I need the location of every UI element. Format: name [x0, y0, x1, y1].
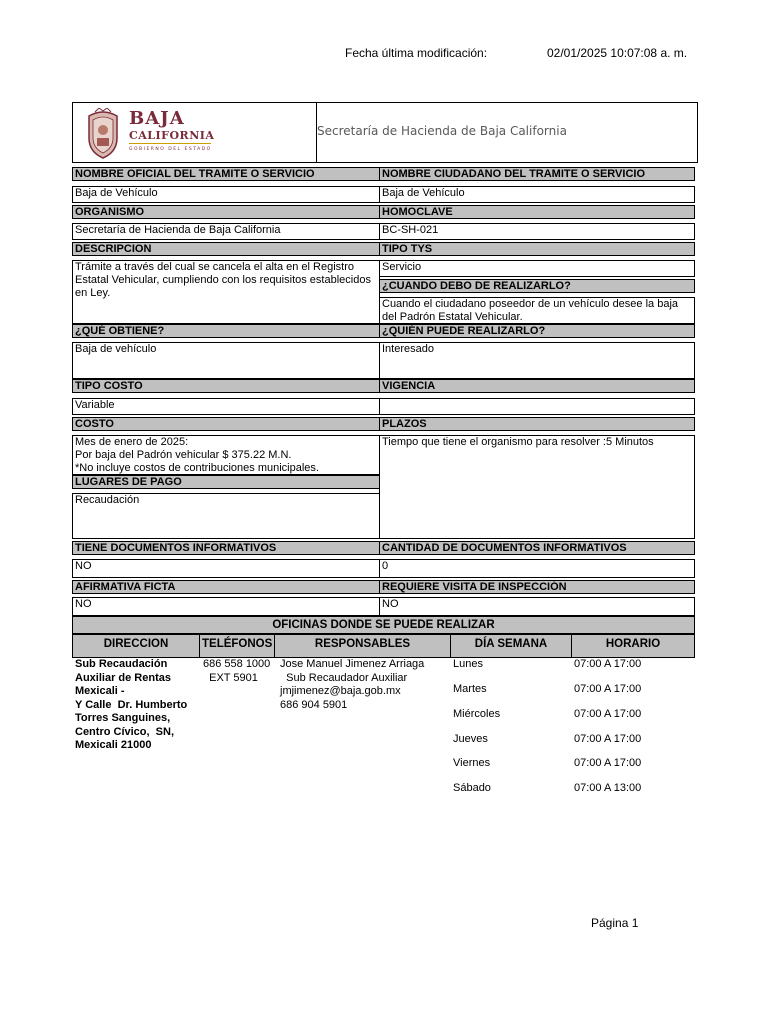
office-address: Sub Recaudación Auxiliar de Rentas Mexicali - Y Calle Dr. Humberto Torres Sanguines, Centro Cívico, SN, Mexicali 21000	[75, 658, 188, 751]
nombre-ciudadano-label: NOMBRE CIUDADANO DEL TRAMITE O SERVICIO	[379, 167, 695, 181]
organismo-value: Secretaría de Hacienda de Baja California	[72, 223, 380, 240]
visita-value: NO	[379, 597, 695, 616]
organismo-label: ORGANISMO	[72, 205, 380, 219]
nombre-oficial-label: NOMBRE OFICIAL DEL TRAMITE O SERVICIO	[72, 167, 380, 181]
docs-value: NO	[72, 559, 380, 578]
que-obtiene-value: Baja de vehículo	[72, 342, 380, 379]
schedule-hours: 07:00 A 17:00	[574, 757, 642, 769]
banner	[72, 102, 698, 163]
nombre-oficial-value: Baja de Vehículo	[72, 186, 380, 203]
schedule-day: Viernes	[453, 757, 491, 769]
baja-california-logo	[85, 108, 215, 160]
logo-line2: CALIFORNIA	[129, 129, 215, 142]
modified-label: Fecha última modificación:	[345, 46, 488, 60]
schedule-day: Martes	[453, 683, 487, 695]
logo-line3: GOBIERNO DEL ESTADO	[129, 147, 212, 152]
office-phones: 686 558 1000 EXT 5901	[203, 658, 271, 684]
quien-label: ¿QUIÉN PUEDE REALIZARLO?	[379, 324, 695, 338]
modified-value: 02/01/2025 10:07:08 a. m.	[547, 46, 688, 60]
col-telefonos: TELÉFONOS	[199, 634, 275, 658]
lugares-label: LUGARES DE PAGO	[72, 475, 380, 489]
cuando-label: ¿CUANDO DEBO DE REALIZARLO?	[379, 279, 695, 293]
col-responsables: RESPONSABLES	[274, 634, 451, 658]
cuando-value: Cuando el ciudadano poseedor de un vehículo desee la baja del Padrón Estatal Vehicular.	[379, 297, 695, 324]
schedule-day: Lunes	[453, 658, 483, 670]
schedule-day: Jueves	[453, 733, 488, 745]
col-horario: HORARIO	[571, 634, 695, 658]
plazos-value: Tiempo que tiene el organismo para resolver :5 Minutos	[379, 435, 695, 539]
tipo-tys-value: Servicio	[379, 260, 695, 277]
afirmativa-value: NO	[72, 597, 380, 616]
page-number: Página 1	[591, 916, 639, 930]
tipo-costo-value: Variable	[72, 398, 380, 415]
vigencia-label: VIGENCIA	[379, 379, 695, 393]
schedule-hours: 07:00 A 17:00	[574, 658, 642, 670]
descripcion-value: Trámite a través del cual se cancela el alta en el Registro Estatal Vehicular, cumpliendo con los requisitos establecidos en Ley.	[72, 260, 380, 324]
quien-value: Interesado	[379, 342, 695, 379]
schedule-hours: 07:00 A 17:00	[574, 733, 642, 745]
schedule-hours: 07:00 A 17:00	[574, 708, 642, 720]
tipo-costo-label: TIPO COSTO	[72, 379, 380, 393]
visita-label: REQUIERE VISITA DE INSPECCIÓN	[379, 580, 695, 594]
col-dia-semana: DÍA SEMANA	[450, 634, 572, 658]
costo-value: Mes de enero de 2025: Por baja del Padrón vehicular $ 375.22 M.N. *No incluye costos de contribuciones municipales.	[72, 435, 380, 475]
schedule-hours: 07:00 A 17:00	[574, 683, 642, 695]
vigencia-value	[379, 398, 695, 415]
offices-title: OFICINAS DONDE SE PUEDE REALIZAR	[72, 616, 695, 634]
cantidad-docs-label: CANTIDAD DE DOCUMENTOS INFORMATIVOS	[379, 541, 695, 555]
cantidad-docs-value: 0	[379, 559, 695, 578]
nombre-ciudadano-value: Baja de Vehículo	[379, 186, 695, 203]
schedule-day: Sábado	[453, 782, 491, 794]
office-responsables: Jose Manuel Jimenez Arriaga Sub Recaudador Auxiliar jmjimenez@baja.gob.mx 686 904 5901	[280, 658, 425, 711]
docs-label: TIENE DOCUMENTOS INFORMATIVOS	[72, 541, 380, 555]
banner-title: Secretaría de Hacienda de Baja California	[317, 124, 567, 138]
que-obtiene-label: ¿QUÉ OBTIENE?	[72, 324, 380, 338]
logo-underline	[129, 143, 211, 144]
lugares-value: Recaudación	[72, 493, 380, 539]
afirmativa-label: AFIRMATIVA FICTA	[72, 580, 380, 594]
costo-label: COSTO	[72, 417, 380, 431]
homoclave-value: BC-SH-021	[379, 223, 695, 240]
col-direccion: DIRECCION	[72, 634, 200, 658]
tipo-tys-label: TIPO TYS	[379, 242, 695, 256]
descripcion-label: DESCRIPCION	[72, 242, 380, 256]
schedule-day: Miércoles	[453, 708, 501, 720]
plazos-label: PLAZOS	[379, 417, 695, 431]
homoclave-label: HOMOCLAVE	[379, 205, 695, 219]
coat-of-arms-icon	[85, 108, 121, 160]
logo-line1: BAJA	[129, 108, 185, 129]
schedule-hours: 07:00 A 13:00	[574, 782, 642, 794]
